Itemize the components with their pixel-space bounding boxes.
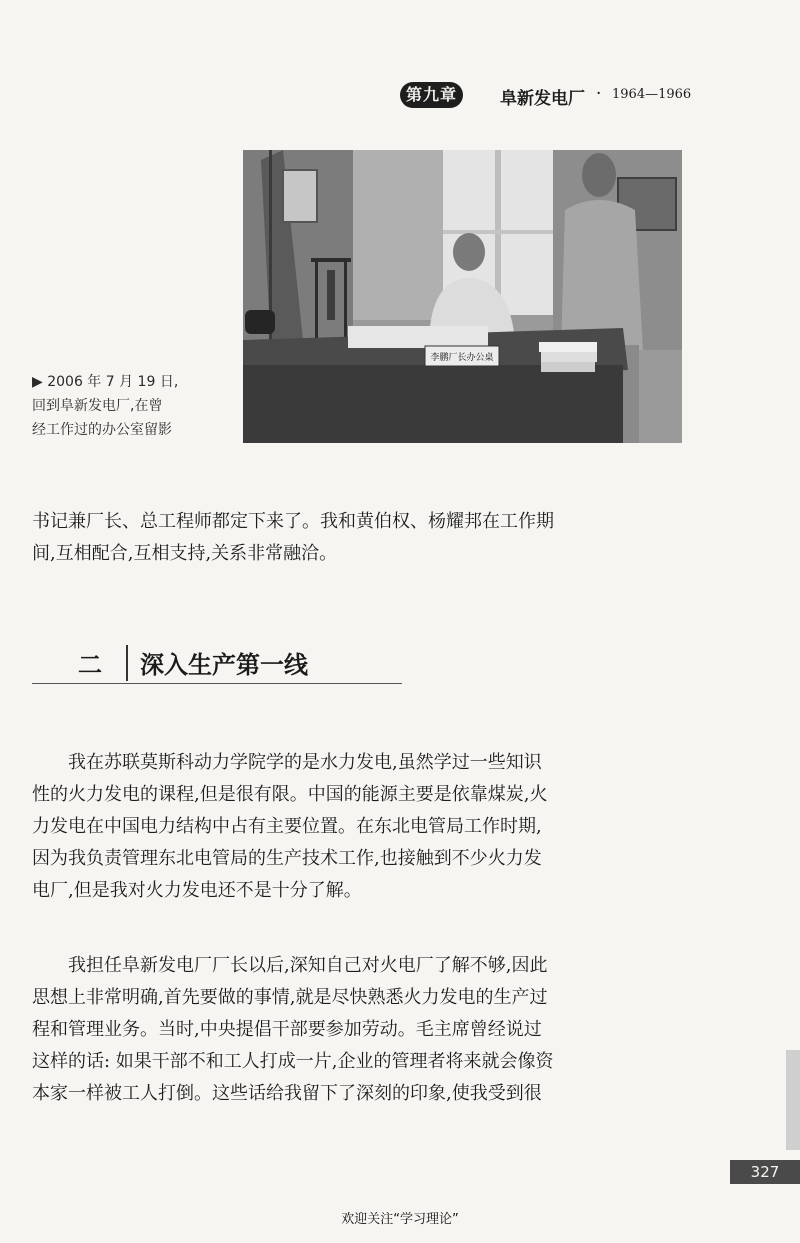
page-edge-tab	[786, 1050, 800, 1150]
text-line: 本家一样被工人打倒。这些话给我留下了深刻的印象,使我受到很	[32, 1083, 542, 1104]
chapter-label: 第九章	[400, 82, 463, 108]
text-line: 我在苏联莫斯科动力学院学的是水力发电,虽然学过一些知识	[32, 752, 542, 773]
chapter-years: 1964—1966	[612, 87, 692, 102]
section-rule	[32, 683, 402, 684]
body-paragraph-1	[32, 747, 692, 907]
section-title: 深入生产第一线	[140, 651, 308, 679]
text-line: 因为我负责管理东北电管局的生产技术工作,也接触到不少火力发	[32, 848, 542, 869]
text-line: 书记兼厂长、总工程师都定下来了。我和黄伯权、杨耀邦在工作期	[32, 511, 554, 532]
section-separator	[126, 645, 128, 681]
desk-sign-text: 李鹏厂长办公桌	[430, 353, 494, 363]
text-line: 间,互相配合,互相支持,关系非常融洽。	[32, 543, 338, 564]
intro-paragraph	[32, 506, 692, 570]
page-number: 327	[730, 1160, 800, 1184]
text-line: 我担任阜新发电厂厂长以后,深知自己对火电厂了解不够,因此	[32, 955, 548, 976]
running-header	[400, 82, 700, 112]
footer-note: 欢迎关注“学习理论”	[341, 1212, 459, 1227]
photo-caption	[32, 370, 242, 442]
text-line: 思想上非常明确,首先要做的事情,就是尽快熟悉火力发电的生产过	[32, 987, 548, 1008]
body-paragraph-2	[32, 950, 692, 1110]
caption-line: 回到阜新发电厂,在曾	[32, 398, 163, 414]
text-line: 性的火力发电的课程,但是很有限。中国的能源主要是依靠煤炭,火	[32, 784, 548, 805]
text-line: 这样的话: 如果干部不和工人打成一片,企业的管理者将来就会像资	[32, 1051, 554, 1072]
caption-line: 经工作过的办公室留影	[32, 422, 172, 438]
text-line: 电厂,但是我对火力发电还不是十分了解。	[32, 880, 362, 901]
caption-line: ▶ 2006 年 7 月 19 日,	[32, 374, 179, 390]
section-number: 二	[78, 651, 102, 679]
text-line: 力发电在中国电力结构中占有主要位置。在东北电管局工作时期,	[32, 816, 542, 837]
chapter-title: 阜新发电厂	[500, 89, 585, 109]
office-photo	[243, 150, 682, 443]
header-separator: ·	[596, 84, 602, 104]
text-line: 程和管理业务。当时,中央提倡干部要参加劳动。毛主席曾经说过	[32, 1019, 542, 1040]
